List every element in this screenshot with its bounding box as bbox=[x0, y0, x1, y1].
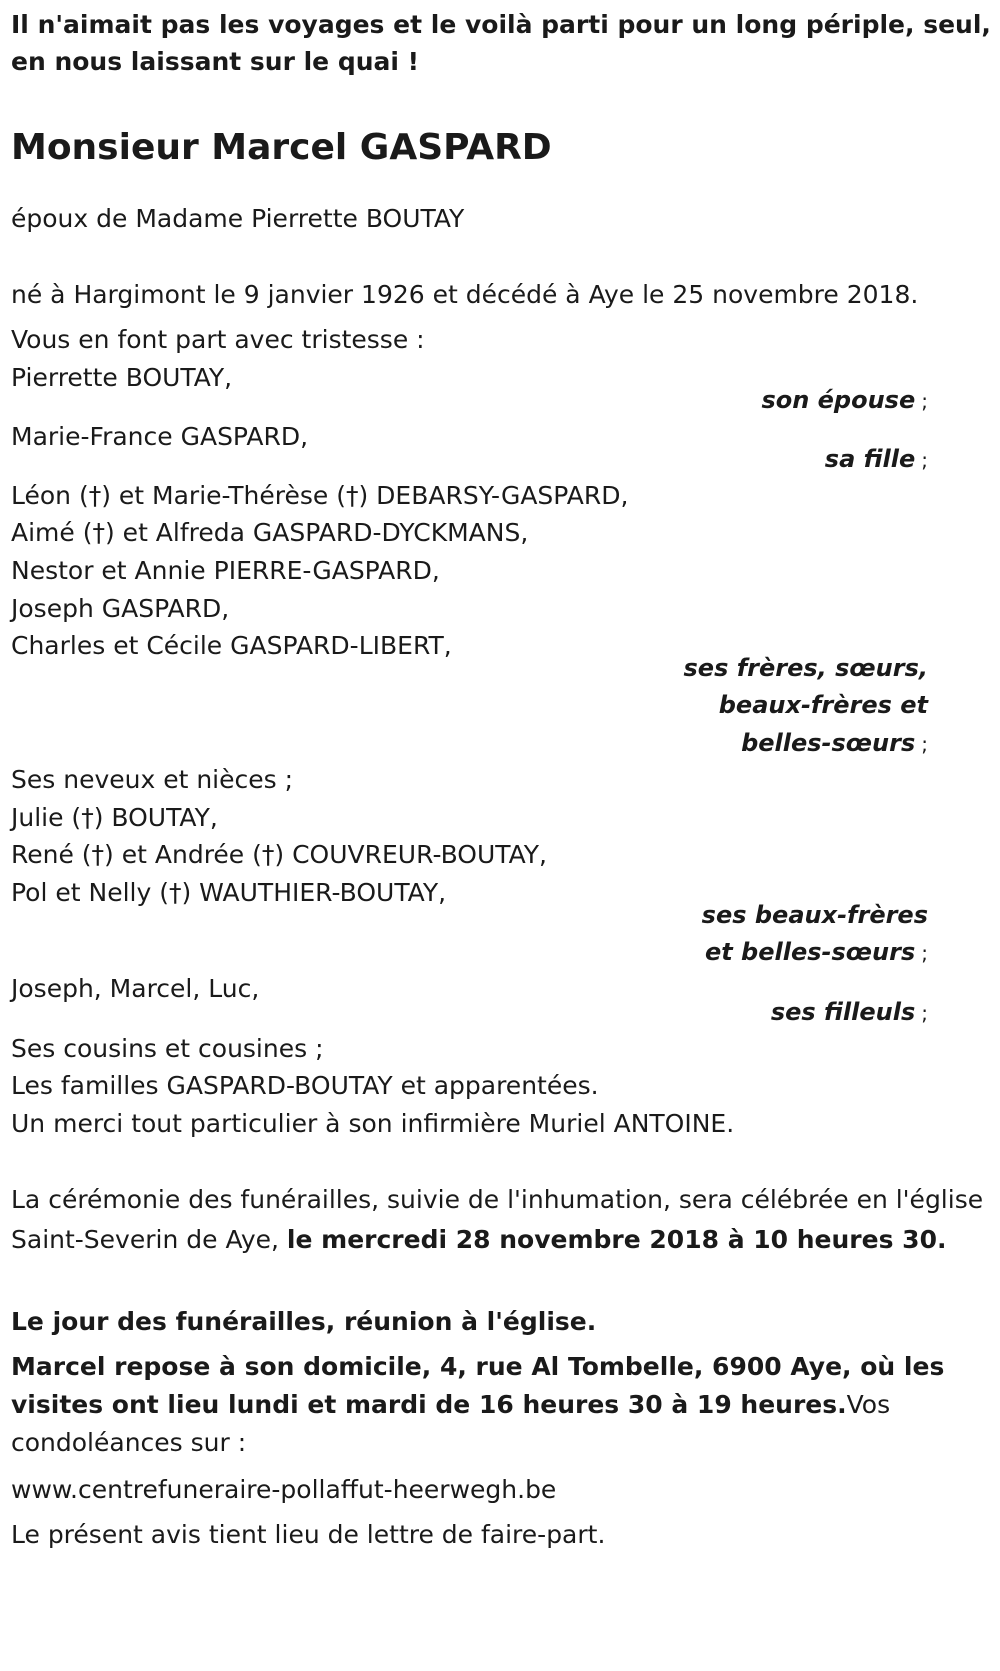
intro-line-2: en nous laissant sur le quai ! bbox=[11, 47, 420, 76]
website-link[interactable]: www.centrefuneraire-pollaffut-heerwegh.be bbox=[11, 1475, 557, 1504]
family-line: Aimé (†) et Alfreda GASPARD-DYCKMANS, bbox=[11, 518, 529, 547]
relation-label: son épouse ; bbox=[761, 386, 928, 414]
family-line: Léon (†) et Marie-Thérèse (†) DEBARSY-GASPARD, bbox=[11, 481, 629, 510]
family-line: Julie (†) BOUTAY, bbox=[11, 803, 218, 832]
relation-label: belles-sœurs ; bbox=[741, 729, 928, 757]
relation-label: ses beaux-frères bbox=[701, 901, 928, 929]
family-line: Marie-France GASPARD, bbox=[11, 422, 309, 451]
family-line: Nestor et Annie PIERRE-GASPARD, bbox=[11, 556, 440, 585]
family-line: Joseph, Marcel, Luc, bbox=[11, 974, 260, 1003]
reunion-line: Le jour des funérailles, réunion à l'église. bbox=[11, 1307, 597, 1336]
ceremony-paragraph: La cérémonie des funérailles, suivie de l'inhumation, sera célébrée en l'église Saint-Severin de Aye, le mercredi 28 novembre 2018 à 10 heures 30. bbox=[11, 1185, 984, 1254]
announce-line: Vous en font part avec tristesse : bbox=[11, 325, 425, 354]
deceased-name: Monsieur Marcel GASPARD bbox=[11, 127, 552, 168]
family-line: Ses neveux et nièces ; bbox=[11, 765, 294, 794]
family-line: Les familles GASPARD-BOUTAY et apparentées. bbox=[11, 1071, 599, 1100]
birth-death-line: né à Hargimont le 9 janvier 1926 et décédé à Aye le 25 novembre 2018. bbox=[11, 280, 919, 309]
family-line: Ses cousins et cousines ; bbox=[11, 1034, 324, 1063]
closing-line: Le présent avis tient lieu de lettre de faire-part. bbox=[11, 1520, 606, 1549]
family-line: Joseph GASPARD, bbox=[11, 594, 230, 623]
visit-paragraph: Marcel repose à son domicile, 4, rue Al Tombelle, 6900 Aye, où les visites ont lieu lundi et mardi de 16 heures 30 à 19 heures.Vos condoléances sur : bbox=[11, 1352, 945, 1457]
relation-label: beaux-frères et bbox=[718, 691, 928, 719]
relation-label: ses filleuls ; bbox=[770, 998, 928, 1026]
family-line: René (†) et Andrée (†) COUVREUR-BOUTAY, bbox=[11, 840, 547, 869]
relation-label: sa fille ; bbox=[824, 445, 928, 473]
intro-line-1: Il n'aimait pas les voyages et le voilà parti pour un long périple, seul, bbox=[11, 10, 991, 39]
family-line: Charles et Cécile GASPARD-LIBERT, bbox=[11, 631, 452, 660]
family-line: Pierrette BOUTAY, bbox=[11, 363, 233, 392]
relation-label: ses frères, sœurs, bbox=[683, 654, 928, 682]
family-line: Pol et Nelly (†) WAUTHIER-BOUTAY, bbox=[11, 878, 447, 907]
relation-label: et belles-sœurs ; bbox=[704, 938, 928, 966]
thanks-line: Un merci tout particulier à son infirmière Muriel ANTOINE. bbox=[11, 1109, 735, 1138]
spouse-line: époux de Madame Pierrette BOUTAY bbox=[11, 204, 465, 233]
